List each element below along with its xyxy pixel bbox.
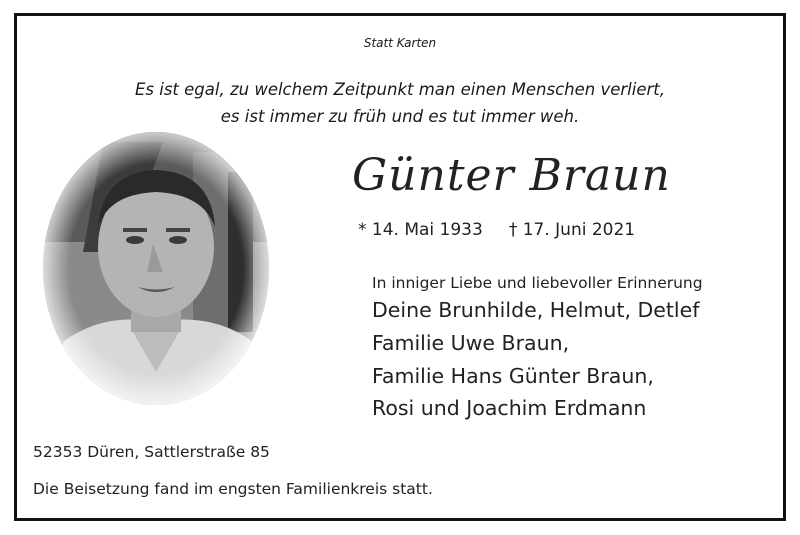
life-dates <box>358 220 635 240</box>
mourner-line: Rosi und Joachim Erdmann <box>372 396 647 420</box>
mourner-line: Familie Hans Günter Braun, <box>372 364 654 388</box>
birth-date: * 14. Mai 1933 <box>358 220 483 240</box>
quote-line-2: es ist immer zu früh und es tut immer weh. <box>220 107 580 126</box>
deceased-name: Günter Braun <box>352 150 671 201</box>
quote-line-1: Es ist egal, zu welchem Zeitpunkt man einen Menschen verliert, <box>134 80 665 99</box>
death-date: † 17. Juni 2021 <box>508 220 636 240</box>
portrait-photo <box>43 132 269 405</box>
address: 52353 Düren, Sattlerstraße 85 <box>33 443 270 461</box>
burial-notice: Die Beisetzung fand im engsten Familienkreis statt. <box>33 480 433 498</box>
mourner-line: Familie Uwe Braun, <box>372 331 570 355</box>
mourner-line: Deine Brunhilde, Helmut, Detlef <box>372 298 700 322</box>
header-label: Statt Karten <box>363 36 437 50</box>
mourners-intro: In inniger Liebe und liebevoller Erinnerung <box>372 274 703 292</box>
